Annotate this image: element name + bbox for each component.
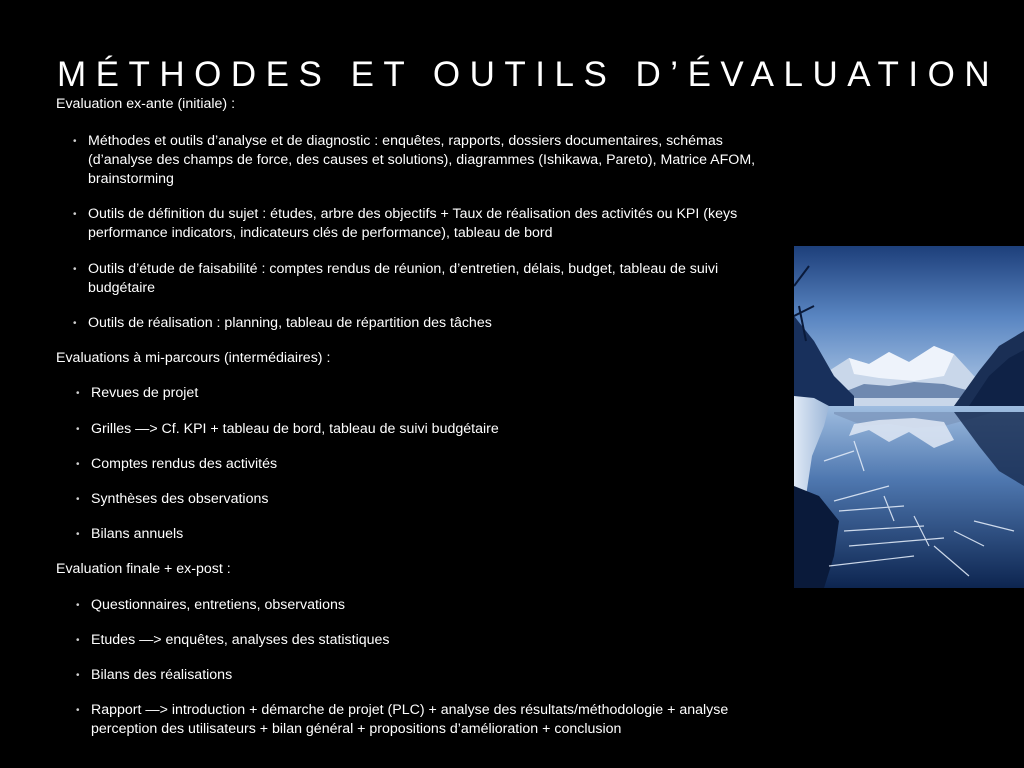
bullet-icon: • [76, 600, 80, 611]
bullet-icon: • [76, 494, 80, 505]
bullet-icon: • [73, 209, 77, 220]
list-item [76, 701, 729, 739]
list-item-line: performance indicators, indicateurs clés de performance), tableau de bord [88, 225, 553, 241]
section-heading-midterm: Evaluations à mi-parcours (intermédiaires) : [56, 350, 331, 366]
bullet-icon: • [73, 264, 77, 275]
list-item-line: Comptes rendus des activités [91, 456, 278, 472]
bullet-icon: • [76, 424, 80, 435]
bullet-icon: • [76, 388, 80, 399]
section-heading-final: Evaluation finale + ex-post : [56, 561, 231, 577]
slide-title: MÉTHODES ET OUTILS D’ÉVALUATION [57, 55, 1000, 94]
list-item-line: Revues de projet [91, 385, 199, 401]
list-item-line: Méthodes et outils d’analyse et de diagnostic : enquêtes, rapports, dossiers documentaires, schémas [88, 133, 723, 149]
list-item [76, 455, 278, 474]
list-item-line: Questionnaires, entretiens, observations [91, 597, 345, 613]
bullet-icon: • [76, 705, 80, 716]
bullet-icon: • [76, 635, 80, 646]
list-item [76, 525, 184, 544]
list-item [73, 205, 738, 243]
list-item [76, 666, 233, 685]
list-item-line: Outils de définition du sujet : études, arbre des objectifs + Taux de réalisation des activités ou KPI (keys [88, 206, 738, 222]
list-item-line: Outils de réalisation : planning, tableau de répartition des tâches [88, 315, 492, 331]
list-item [76, 596, 345, 615]
bullet-icon: • [76, 529, 80, 540]
list-item-line: (d’analyse des champs de force, des causes et solutions), diagrammes (Ishikawa, Pareto), Matrice AFOM, [88, 152, 756, 168]
list-item-line: brainstorming [88, 171, 174, 187]
list-item-line: Etudes —> enquêtes, analyses des statistiques [91, 632, 390, 648]
list-item [76, 420, 499, 439]
list-item [76, 490, 269, 509]
bullet-icon: • [73, 318, 77, 329]
list-item-line: perception des utilisateurs + bilan général + propositions d’amélioration + conclusion [91, 721, 622, 737]
section-heading-exante: Evaluation ex-ante (initiale) : [56, 96, 236, 112]
list-item-line: Outils d’étude de faisabilité : comptes rendus de réunion, d’entretien, délais, budget, tableau de suivi [88, 261, 719, 277]
list-item-line: Bilans annuels [91, 526, 184, 542]
bullet-icon: • [76, 459, 80, 470]
list-item-line: Rapport —> introduction + démarche de projet (PLC) + analyse des résultats/méthodologie + analyse [91, 702, 729, 718]
list-item-line: Synthèses des observations [91, 491, 269, 507]
list-item-line: Grilles —> Cf. KPI + tableau de bord, tableau de suivi budgétaire [91, 421, 499, 437]
bullet-icon: • [76, 670, 80, 681]
list-item-line: Bilans des réalisations [91, 667, 233, 683]
list-item [76, 631, 390, 650]
list-item-line: budgétaire [88, 280, 156, 296]
bullet-icon: • [73, 136, 77, 147]
list-item [76, 384, 199, 403]
list-item [73, 260, 719, 298]
list-item [73, 132, 756, 189]
list-item [73, 314, 492, 333]
